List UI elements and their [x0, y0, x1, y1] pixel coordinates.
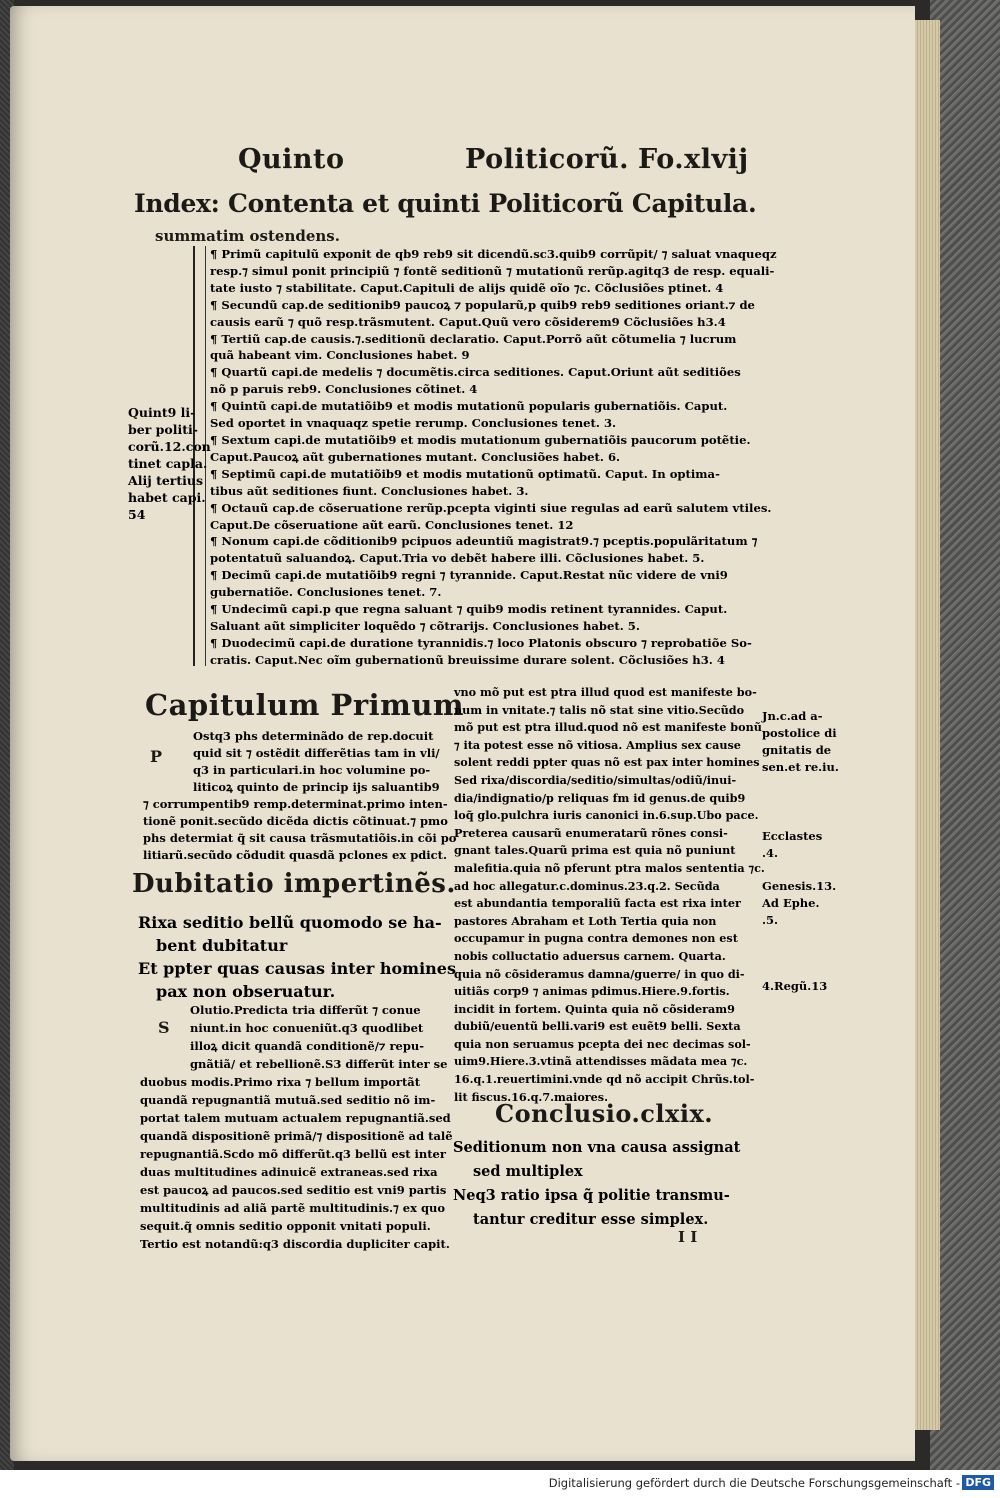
header-left: Quinto [238, 144, 345, 175]
footer-credit: Digitalisierung gefördert durch die Deutsche Forschungsgemeinschaft - [548, 1476, 960, 1490]
conclusio-heading: Conclusio.clxix. [495, 1099, 714, 1128]
index-title: Index: Contenta et quinti Politicorũ Capitula. [134, 189, 757, 218]
index-line: ¶ Quartũ capi.de medelis ⁊ documẽtis.circa seditiones. Caput.Oriunt aũt seditiões [210, 365, 741, 380]
conclusio-text: Seditionum non vna causa assignat sed multiplex Neq3 ratio ipsa q̃ politie transmu- tantur creditur esse simplex. [453, 1139, 741, 1228]
index-list [210, 246, 777, 669]
index-line: quã habeant vim. Conclusiones habet. 9 [210, 348, 470, 363]
index-margin-note: Quint9 li- ber politi- corũ.12.con tinet capla. Alij tertius habet capi. 54 [128, 405, 211, 522]
index-line: tibus aũt seditiones fiunt. Conclusiones habet. 3. [210, 483, 529, 498]
index-line: ¶ Undecimũ capi.p que regna saluant ⁊ quib9 modis retinent tyrannides. Caput. [210, 602, 728, 617]
signature-mark: I I [678, 1228, 698, 1246]
margin-note-2: Ecclastes .4. [762, 829, 823, 860]
index-line: nõ p paruis reb9. Conclusiones cõtinet. 4 [210, 382, 478, 397]
index-line: ¶ Sextum capi.de mutatiõib9 et modis mutationum gubernatiõis paucorum potẽtie. [210, 432, 751, 447]
index-line: potentatuũ saluandoꝝ. Caput.Tria vo debẽt habere illi. Cõclusiones habet. 5. [210, 551, 705, 566]
margin-note-3: Genesis.13. Ad Ephe. .5. [762, 879, 837, 927]
index-line: ¶ Secundũ cap.de seditionib9 paucoꝝ ⁊ popularũ,p quib9 reb9 seditiones oriant.⁊ de [210, 297, 755, 312]
index-line: gubernatiõe. Conclusiones tenet. 7. [210, 585, 442, 600]
footer-bar [0, 1470, 1000, 1498]
initial-p: P [150, 747, 163, 766]
header-folio: Fo.xlvij [638, 144, 749, 175]
index-line: resp.⁊ simul ponit principiũ ⁊ fontẽ seditionũ ⁊ mutationũ rerũp.agitq3 de resp. equali- [210, 263, 775, 278]
book-cover-right [930, 0, 1000, 1470]
header-center: Politicorũ. [465, 144, 630, 175]
book-page [10, 6, 915, 1461]
index-subtitle: summatim ostendens. [155, 227, 340, 245]
index-line: Caput.De cõseruatione aũt earũ. Conclusiones tenet. 12 [210, 517, 574, 532]
index-line: ¶ Quintũ capi.de mutatiõib9 et modis mutationũ popularis gubernatiõis. Caput. [210, 399, 728, 414]
index-line: ¶ Septimũ capi.de mutatiõib9 et modis mutationũ optimatũ. Caput. In optima- [210, 466, 720, 481]
dubitatio-text: Rixa seditio bellũ quomodo se ha- bent dubitatur Et ppter quas causas inter homines pax non obseruatur. [138, 913, 456, 1001]
index-line: cratis. Caput.Nec oĩm gubernationũ breuissime durare solent. Cõclusiões h3. 4 [210, 652, 725, 667]
margin-note-4: 4.Regũ.13 [762, 979, 828, 993]
index-line: Saluant aũt simpliciter loquẽdo ⁊ cõtrarijs. Conclusiones habet. 5. [210, 618, 640, 633]
index-line: ¶ Octauũ cap.de cõseruatione rerũp.pcepta viginti siue regulas ad earũ salutem vtiles. [210, 500, 772, 515]
index-line: ¶ Decimũ capi.de mutatiõib9 regni ⁊ tyrannide. Caput.Restat nũc videre de vni9 [210, 568, 728, 583]
margin-note-1: Jn.c.ad a- postolice di gnitatis de sen.et re.iu. [762, 709, 839, 774]
chapter-intro: Ostq3 phs determinãdo de rep.docuit quid sit ⁊ ostẽdit differẽtias tam in vli/ q3 in particulari.in hoc volumine po- liticoꝝ quinto de princip ijs saluantib9 ⁊ corrumpentib9 remp.determinat.primo inten- tionẽ ponit.secũdo dicẽda dictis cõtinuat.⁊ pmo phs determiat q̃ sit causa trãsmutatiõis.in cõi po litiarũ.secũdo cõdudit quasdã pclones ex pdict. [143, 729, 457, 862]
index-line: ¶ Nonum capi.de cõditionib9 pcipuos adeuntiũ magistrat9.⁊ pceptis.populãritatum ⁊ [210, 534, 758, 549]
index-line: Caput.Paucoꝝ aũt gubernationes mutant. Conclusiões habet. 6. [210, 449, 621, 464]
initial-s: S [158, 1018, 170, 1037]
index-line: ¶ Primũ capitulũ exponit de qb9 reb9 sit dicendũ.sc3.quib9 corrũpit/ ⁊ saluat vnaqueqz [210, 247, 777, 261]
index-line: tate iusto ⁊ stabilitate. Caput.Capituli de alijs quidẽ oĩo ⁊c. Cõclusiões ptinet. 4 [210, 280, 724, 295]
right-column-text: vno mõ put est ptra illud quod est manifeste bo- num in vnitate.⁊ talis nõ stat sine vitio.Secũdo mõ put est ptra illud.quod nõ est manifeste bonũ ⁊ ita potest esse nõ vitiosa. Amplius sex cause solent reddi ppter quas nõ est pax inter homines Sed rixa/discordia/seditio/simultas/odiũ/inui- dia/indignatio/p reliquas fm id genus.de quib9 loq̃ glo.pulchra iuris canonici in.6.sup.Ubo pace. Preterea causarũ enumeratarũ rõnes consi- gnant tales.Quarũ prima est quia nõ puniunt malefitia.quia nõ pferunt ptra malos sententia ⁊c. ad hoc allegatur.c.dominus.23.q.2. Secũda est abundantia temporaliũ facta est rixa inter pastores Abraham et Loth Tertia quia non occupamur in pugna contra demones non est nobis colluctatio aduersus carnem. Quarta. quia nõ cõsideramus damna/guerre/ in quo di- uitiãs corp9 ⁊ animas pdimus.Hiere.9.fortis. incidit in fortem. Quinta quia nõ cõsideram9 dubiũ/euentũ belli.vari9 est euẽt9 belli. Sexta quia non seruamus pcepta dei nec decimas sol- uim9.Hiere.3.vtinã attendisses mãdata mea ⁊c. 16.q.1.reuertimini.vnde qd nõ accipit Chrũs.tol- lit fiscus.16.q.7.maiores. [454, 685, 765, 1104]
index-line: Sed oportet in vnaquaqz spetie rerump. Conclusiones tenet. 3. [210, 416, 617, 431]
index-line: causis earũ ⁊ quõ resp.trãsmutent. Caput.Quũ vero cõsiderem9 Cõclusiões h3.4 [210, 314, 726, 329]
index-line: ¶ Duodecimũ capi.de duratione tyrannidis.⁊ loco Platonis obscuro ⁊ reprobatiõe So- [210, 635, 752, 650]
dubitatio-heading: Dubitatio impertinẽs. [132, 869, 456, 899]
dfg-logo-icon: DFG [962, 1475, 994, 1490]
solutio-text: Olutio.Predicta tria differũt ⁊ conue niunt.in hoc conueniũt.q3 quodlibet illoꝝ dicit quandã conditionẽ/⁊ repu- gnãtiã/ et rebellionẽ.S3 differũt inter se duobus modis.Primo rixa ⁊ bellum importãt quandã repugnantiã mutuã.sed seditio nõ im- portat talem mutuam actualem repugnantiã.sed quandã dispositionẽ primã/⁊ dispositionẽ ad talẽ repugnantiã.Scdo mõ differũt.q3 bellũ est inter duas multitudines adinuicẽ extraneas.sed rixa est paucoꝝ ad paucos.sed seditio est vni9 partis multitudinis ad aliã partẽ multitudinis.⁊ ex quo sequit.q̃ omnis seditio opponit vnitati populi. Tertio est notandũ:q3 discordia dupliciter capit. [140, 1003, 453, 1251]
chapter-heading: Capitulum Primum [145, 688, 465, 722]
index-line: ¶ Tertiũ cap.de causis.⁊.seditionũ declaratio. Caput.Porrõ aũt cõtumelia ⁊ lucrum [210, 331, 737, 346]
page-content [10, 6, 915, 1461]
